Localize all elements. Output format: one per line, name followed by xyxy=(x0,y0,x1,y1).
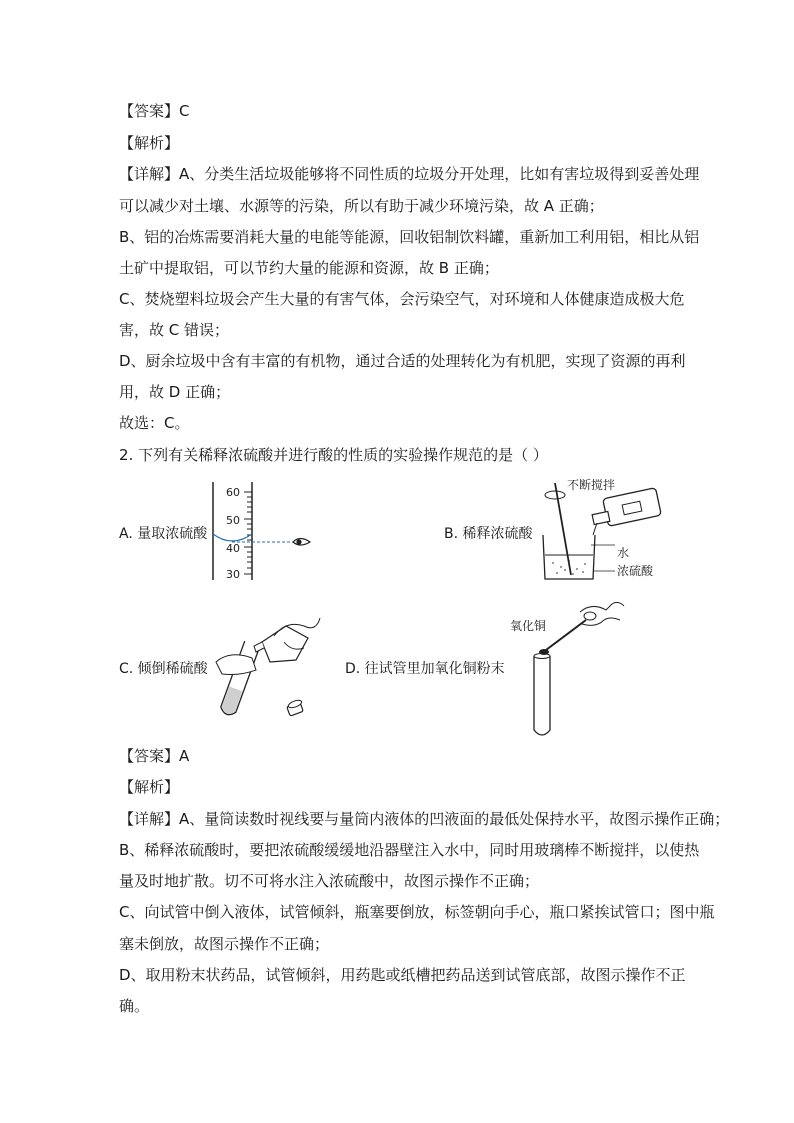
test-tube-upright xyxy=(534,656,550,735)
acid-label: 浓硫酸 xyxy=(617,564,654,578)
reagent-bottle xyxy=(254,626,308,662)
q1-detail-line: D、厨余垃圾中含有丰富的有机物，通过合适的处理转化为有机肥，实现了资源的再利 xyxy=(119,352,686,370)
eye-icon xyxy=(293,539,310,546)
cylinder-figure xyxy=(200,480,320,580)
q1-answer: 【答案】C xyxy=(119,102,190,120)
cuo-label: 氧化铜 xyxy=(510,619,547,633)
stir-arrow-icon xyxy=(545,491,565,499)
cuo-powder xyxy=(539,649,549,655)
q1-detail-line: 害，故 C 错误； xyxy=(119,321,230,339)
bottle-stopper xyxy=(287,699,304,716)
hand-icon xyxy=(580,602,624,625)
q1-detail-line: 可以减少对土壤、水源等的污染，所以有助于减少环境污染，故 A 正确； xyxy=(119,197,604,215)
water-label: 水 xyxy=(617,546,630,560)
bottle xyxy=(592,488,661,527)
q2-detail-line: 【详解】A、量筒读数时视线要与量筒内液体的凹液面的最低处保持水平，故图示操作正确； xyxy=(119,810,730,828)
meniscus xyxy=(213,534,252,541)
option-d-label: D. 往试管里加氧化铜粉末 xyxy=(345,661,505,677)
spatula xyxy=(546,620,586,650)
cyl-tick-30: 30 xyxy=(226,568,240,580)
option-a-label: A. 量取浓硫酸 xyxy=(119,526,208,542)
powder-figure xyxy=(500,598,630,740)
hand-icon xyxy=(216,655,256,675)
q2-detail-line: 量及时地扩散。切不可将水注入浓硫酸中，故图示操作不正确； xyxy=(119,872,540,890)
q1-detail-line: B、铝的冶炼需要消耗大量的电能等能源，回收铝制饮料罐，重新加工利用铝，相比从铝 xyxy=(119,228,700,246)
stir-label: 不断搅拌 xyxy=(567,478,616,492)
q2-detail-line: B、稀释浓硫酸时，要把浓硫酸缓缓地沿器壁注入水中，同时用玻璃棒不断搅拌，以使热 xyxy=(119,841,700,859)
q2-analysis-heading: 【解析】 xyxy=(119,778,180,796)
cyl-tick-60: 60 xyxy=(226,486,240,499)
option-b-label: B. 稀释浓硫酸 xyxy=(444,526,533,542)
q1-conclusion: 故选：C。 xyxy=(119,414,190,432)
option-c-label: C. 倾倒稀硫酸 xyxy=(119,661,208,677)
q2-detail-line: D、取用粉末状药品，试管倾斜，用药匙或纸槽把药品送到试管底部，故图示操作不正 xyxy=(119,966,686,984)
q1-detail-line: 【详解】A、分类生活垃圾能够将不同性质的垃圾分开处理，比如有害垃圾得到妥善处理 xyxy=(119,165,700,183)
beaker xyxy=(543,535,595,579)
dilution-figure xyxy=(535,475,675,585)
q2-detail-line: 确。 xyxy=(119,997,150,1015)
q2-detail-line: C、向试管中倒入液体，试管倾斜，瓶塞要倒放，标签朝向手心，瓶口紧挨试管口；图中瓶 xyxy=(119,903,715,921)
glass-rod xyxy=(555,483,571,575)
q1-detail-line: 土矿中提取铝，可以节约大量的能源和资源，故 B 正确； xyxy=(119,259,499,277)
q2-detail-line: 塞未倒放，故图示操作不正确； xyxy=(119,935,330,953)
q2-answer: 【答案】A xyxy=(119,747,190,765)
q1-detail-line: C、焚烧塑料垃圾会产生大量的有害气体，会污染空气，对环境和人体健康造成极大危 xyxy=(119,290,685,308)
pouring-figure xyxy=(212,612,332,724)
q1-analysis-heading: 【解析】 xyxy=(119,134,180,152)
cyl-tick-50: 50 xyxy=(226,514,240,527)
test-tube xyxy=(219,641,260,717)
cyl-tick-40: 40 xyxy=(226,542,240,555)
q2-question: 2. 下列有关稀释浓硫酸并进行酸的性质的实验操作规范的是（ ） xyxy=(119,446,548,464)
q1-detail-line: 用，故 D 正确； xyxy=(119,383,231,401)
